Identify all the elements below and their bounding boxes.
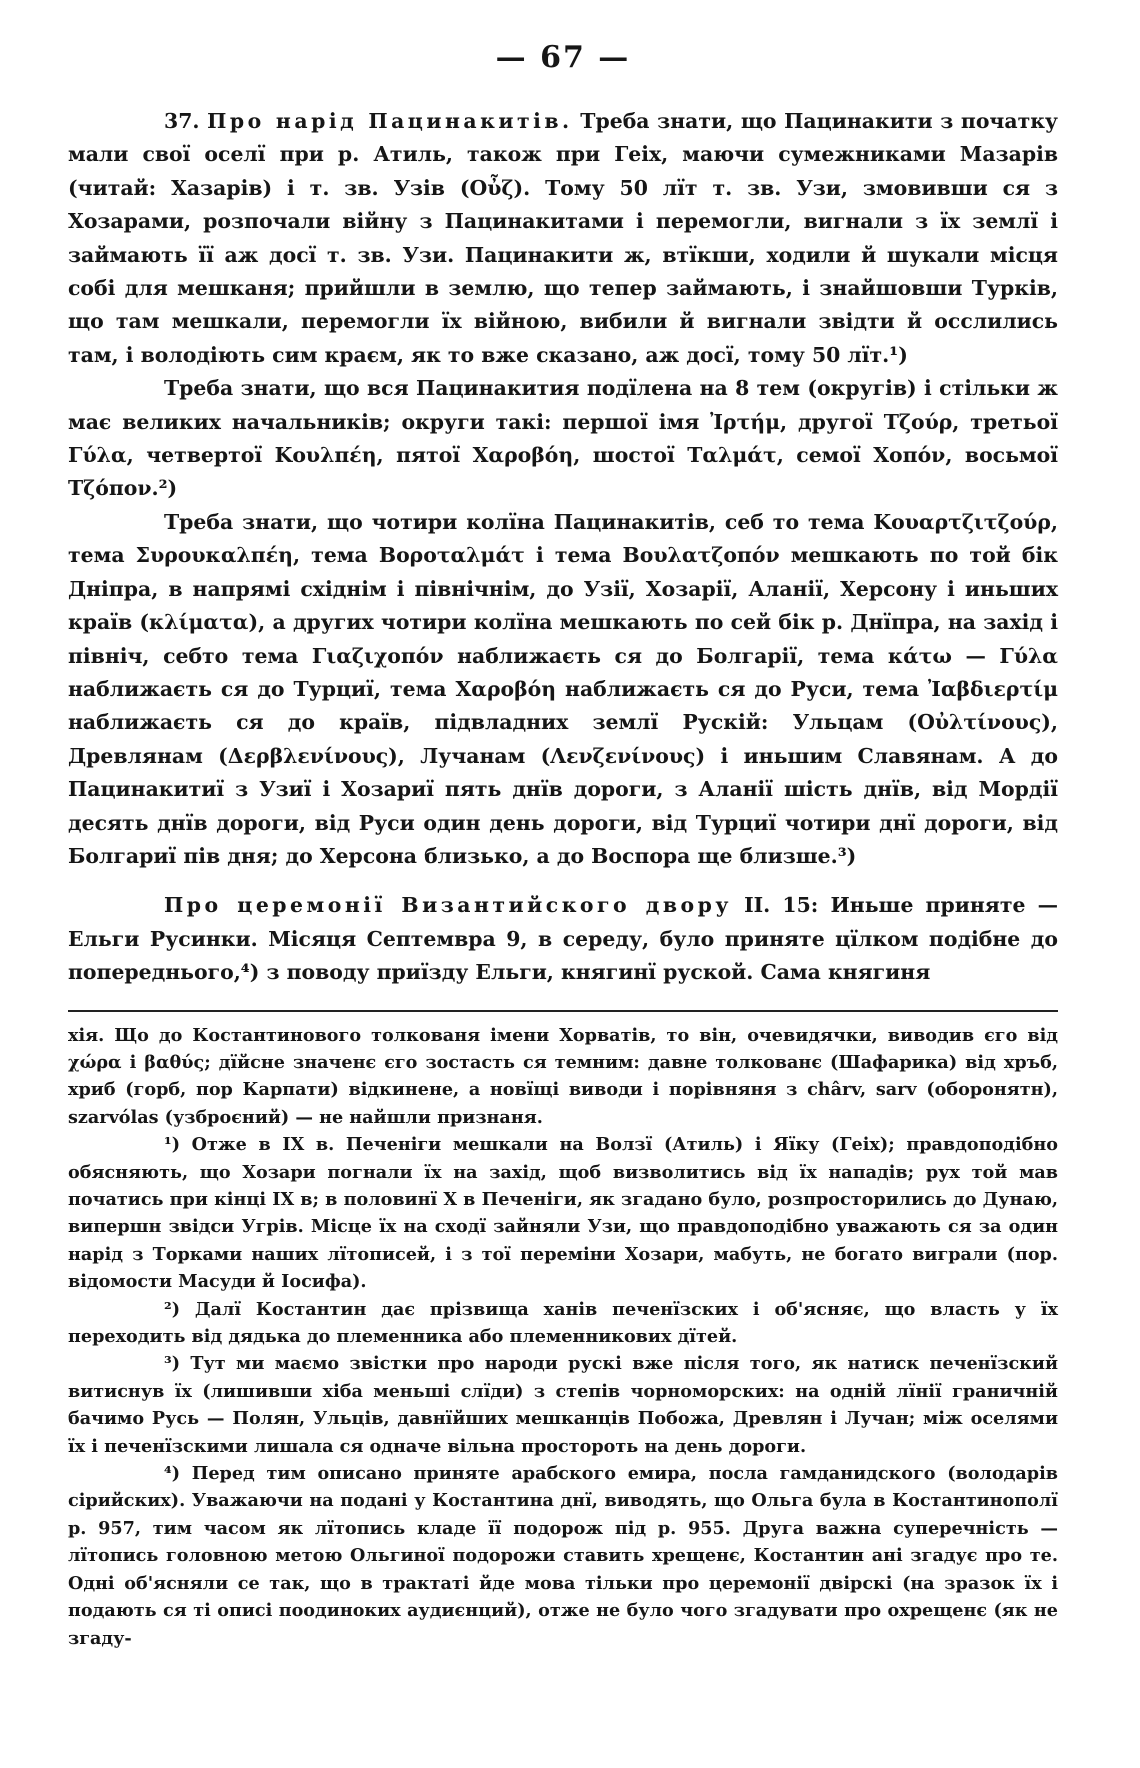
book-page — [68, 30, 1058, 1750]
footnote-3: ³) Тут ми маємо звістки про народи рускі вже після того, як натиск печенїзский витиснув їх (лишивши хіба меньші слїди) з степів чорноморских: на одній лїнії граничній бачимо Русь — Полян, Ульців, давнїйших мешканців Побожа, Древлян і Лучан; між оселями їх і печенїзскими лишала ся одначе вільна простороть на день дороги. — [68, 1353, 1058, 1457]
footnote-divider — [68, 1010, 1058, 1012]
footnote-4: ⁴) Перед тим описано приняте арабского емира, посла гамданидского (володарів сірийских). Уважаючи на подані у Костантина днї, виводять, що Ольга була в Костантинополї р. 957, тим часом як лїтопись кладе її подорож під р. 955. Друга важна суперечність — лїтопись головною метою Ольгиної подорожи ставить хрещенє, Костантин ані згадує про те. Одні об'ясняли се так, що в трактаті йде мова тільки про церемонії двірскі (на зразок їх і подають ся ті описі поодиноких аудиєнций), отже не було чого згадувати про охрещенє (як не згаду- — [68, 1463, 1058, 1649]
section-37-paragraph — [68, 105, 1058, 372]
page-number: — 67 — — [495, 40, 631, 75]
ceremonies-text: Иньше приняте — Ельги Русинки. Місяця Септемвра 9, в середу, було приняте цїлком подібне до попереднього,⁴) з поводу приїзду Ельги, княгинї руской. Сама княгиня — [68, 893, 1058, 985]
main-text — [68, 105, 1058, 990]
footnote-continuation: хія. Що до Костантинового толкованя імени Хорватів, то він, очевидячки, виводив єго від χώρα і βαθύς; дїйсне значенє єго зостасть ся темним: давне толкованє (Шафарика) від хръб, хриб (горб, пор Карпати) відкинене, а новїщі виводи і порівняня з chârv, sarv (оборонятн), szarvólas (узброєний) — не найшли признаня. — [68, 1024, 1058, 1128]
ceremonies-paragraph — [68, 889, 1058, 989]
ceremonies-title: Про церемонії Византийского двору — [164, 893, 732, 918]
paragraph-themes: Треба знати, що вся Пацинакития подїлена на 8 тем (округів) і стільки ж має великих начальників; округи такі: першої імя Ἰρτήμ, другої Τζούρ, третьої Γύλα, четвертої Κουλπέη, пятої Χαροβόη, шостої Ταλμάτ, семої Χοπόν, восьмої Τζόπον.²) — [68, 376, 1058, 501]
footnote-2: ²) Далї Костантин дає прізвища ханів печенїзских і об'ясняє, що власть у їх переходить від дядька до племенника або племенникових дїтей. — [68, 1298, 1058, 1348]
footnote-1: ¹) Отже в IX в. Печеніги мешкали на Волзї (Атиль) і Яїку (Геіх); правдоподібно обясняють, що Хозари погнали їх на захід, щоб визволитись від їх нападів; рух той мав початись при кінці IX в; в половинї X в Печеніги, як згадано було, розпросторились до Дунаю, випершн звідси Угрів. Місце їх на сходї зайняли Узи, що правдоподібно уважають ся за один нарід з Торками наших лїтописей, і з тої переміни Хозари, мабуть, не богато виграли (пор. відомости Масуди й Іосифа). — [68, 1134, 1058, 1293]
ceremonies-ref: II. 15: — [744, 893, 819, 918]
section-number: 37. — [164, 109, 200, 133]
paragraph-tribes: Треба знати, що чотири колїна Пацинакитів, себ то тема Κουαρτζιτζούρ, тема Συρουκαλπέη, тема Βοροταλμάτ і тема Βουλατζοπόν мешкають по той бік Дніпра, в напрямі східнім і північнім, до Узії, Хозарії, Аланії, Херсону і иньших країв (κλίματα), а других чотири колїна мешкають по сей бік р. Днїпра, на захід і північ, себто тема Γιαζιχοπόν наближаєть ся до Болгарії, тема κάτω — Γύλα наближаєть ся до Турциї, тема Χαροβόη наближаєть ся до Руси, тема Ἰαβδιερτίμ наближаєть ся до країв, підвладних землї Рускій: Ульцам (Οὐλτίνους), Древлянам (Δερβλενίνους), Лучанам (Λενζενίνους) і иньшим Славянам. А до Пацинакитиї з Узиї і Хозариї пять днїв дороги, з Аланії шість днїв, від Мордії десять днїв дороги, від Руси один день дороги, від Турциї чотири днї дороги, від Болгариї пів дня; до Херсона близько, а до Воспора ще близше.³) — [68, 509, 1058, 868]
section-text: Треба знати, що Пацинакити з початку мали свої оселї при р. Атиль, також при Геіх, маючи сумежниками Мазарів (читай: Хазарів) і т. зв. Узів (Οὖζ). Тому 50 лїт т. зв. Узи, змовивши ся з Хозарами, розпочали війну з Пацинакитами і перемогли, вигнали з їх землї і займають її аж досї т. зв. Узи. Пацинакити ж, втїкши, ходили й шукали місця собі для мешканя; прийшли в землю, що тепер займають, і знайшовши Турків, що там мешкали, перемогли їх війною, вибили й вигнали звідти й осслились там, і володіють сим краєм, як то вже сказано, аж досї, тому 50 лїт.¹) — [68, 109, 1058, 367]
footnotes — [68, 1022, 1058, 1652]
section-title: Про нарід Пацинакитів. — [207, 109, 573, 133]
